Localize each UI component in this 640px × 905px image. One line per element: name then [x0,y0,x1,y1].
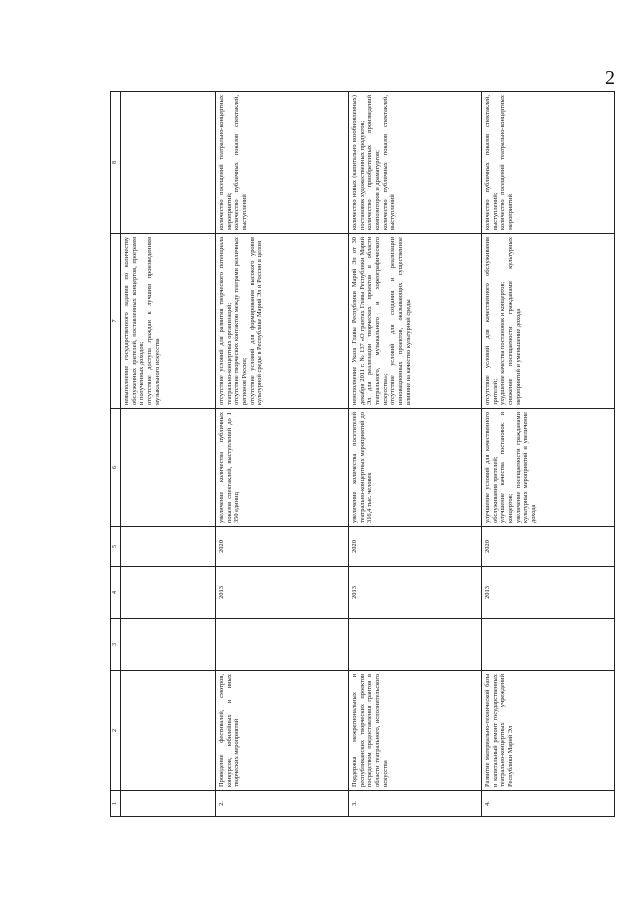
rotated-table-container [110,92,610,817]
cell-start-year: 2013 [216,567,349,619]
cell-number: 2. [216,791,349,817]
cell-event: Проведение фестивалей, смотров, конкурсов, юбилейных и иных творческих мероприятий [216,671,349,791]
column-number: 6 [111,409,121,527]
cell-start-year: 2013 [349,567,482,619]
cell-executor [349,619,482,671]
cell-indicators: количество новых (капитально возобновленных) постановок художественных продуктов; количество приобретенных произведений композиторов и драматургов; количество публичных показов спектаклей, выступлений [349,92,482,234]
cell-end-year [121,527,216,567]
page-number: 2 [605,67,615,89]
cell-number: 4. [482,791,615,817]
column-number: 7 [111,234,121,409]
cell-expected-result: улучшение условий для качественного обслуживания зрителей; улучшение качества постановок и концертов; увеличение посещаемости гражданами культурных мероприятий и увеличение дохода [482,409,615,527]
cell-expected-result: увеличение количества посетителей театрально-концертных мероприятий до 316,4 тыс. человек [349,409,482,527]
cell-number: 3. [349,791,482,817]
cell-indicators [121,92,216,234]
cell-executor [121,619,216,671]
cell-end-year: 2020 [216,527,349,567]
table-row-continuation [121,92,216,817]
cell-expected-result: увеличение количества публичных показов спектаклей, выступлений до 1 350 единиц [216,409,349,527]
cell-number [121,791,216,817]
cell-start-year [121,567,216,619]
cell-end-year: 2020 [482,527,615,567]
cell-event: Поддержка межрегиональных и республиканских творческих проектов посредством предоставления грантов в области театрального, исполнительского искусства [349,671,482,791]
table-row [482,92,615,817]
column-number: 3 [111,619,121,671]
column-number-row [111,92,121,817]
cell-problems: невыполнение государственного задания по количеству обслуженных зрителей, поставленных концертов, программ и полученных доходов; отсутствие доступа граждан к лучшим произведениям музыкального искусства [121,234,216,409]
cell-executor [482,619,615,671]
cell-event [121,671,216,791]
cell-problems: неисполнение Указа Главы Республики Марий Эл от 30 декабря 2011 г. № 137 «О грантах Главы Республики Марий Эл для реализации творческих проектов в области театрального, музыкального и хореографического искусства»; отсутствие условий для создания и реализации инновационных проектов, оказывающих существенное влияние на качество культурной среды [349,234,482,409]
cell-indicators: количество посещений театрально-концертных мероприятий; количество публичных показов спектаклей, выступлений [216,92,349,234]
column-number: 5 [111,527,121,567]
cell-problems: отсутствие условий для развития творческого потенциала театрально-концертных организаций; отсутствие творческих контактов между театрами различных регионов России; отсутствие условий для формирования высокого уровня культурной среды в Республике Марий Эл и России в целом [216,234,349,409]
cell-expected-result [121,409,216,527]
cell-indicators: количество публичных показов спектаклей, выступлений; количество посещений театрально-концертных мероприятий [482,92,615,234]
cell-problems: отсутствие условий для качественного обслуживания зрителей; ухудшение качества постановок и концертов; снижение посещаемости гражданами культурных мероприятий и уменьшение дохода [482,234,615,409]
cell-event: Развитие материально-технической базы и капитальный ремонт государственных театрально-концертных учреждений Республики Марий Эл [482,671,615,791]
column-number: 2 [111,671,121,791]
column-number: 4 [111,567,121,619]
cell-executor [216,619,349,671]
table-row [216,92,349,817]
program-measures-table [110,91,615,817]
column-number: 8 [111,92,121,234]
table-row [349,92,482,817]
cell-start-year: 2013 [482,567,615,619]
column-number: 1 [111,791,121,817]
cell-end-year: 2020 [349,527,482,567]
